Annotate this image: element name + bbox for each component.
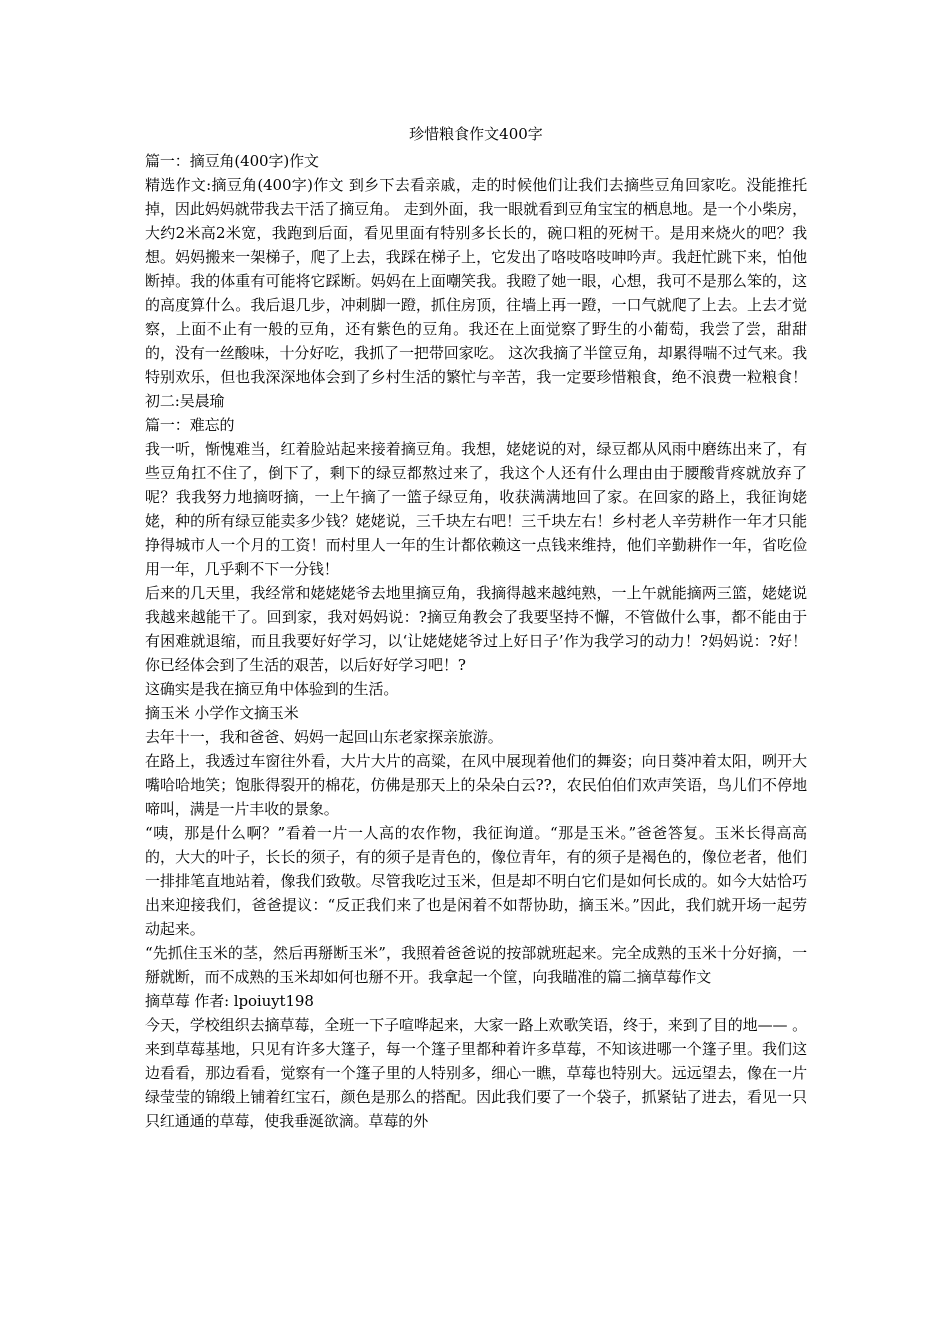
paragraph-body-7: “咦，那是什么啊？”看着一片一人高的农作物，我征询道。“那是玉米。”爸爸答复。玉米长得高高的，大大的叶子，长长的须子，有的须子是青色的，像位青年，有的须子是褐色的，像位老者，他们一排排笔直地站着，像我们致敬。尽管我吃过玉米，但是却不明白它们是如何长成的。如今大姑恰巧出来迎接我们，爸爸提议：“反正我们来了也是闲着不如帮协助，摘玉米。”因此，我们就开场一起劳动起来。 — [145, 824, 807, 938]
paragraph-body-6: 在路上，我透过车窗往外看，大片大片的高粱，在风中展现着他们的舞姿；向日葵冲着太阳，咧开大嘴哈哈地笑；饱胀得裂开的棉花，仿佛是那天上的朵朵白云??，农民伯伯们欢声笑语，鸟儿们不停地啼叫，满是一片丰收的景象。 — [145, 752, 807, 818]
paragraph-body-3: 后来的几天里，我经常和姥姥姥爷去地里摘豆角，我摘得越来越纯熟，一上午就能摘两三篮，姥姥说我越来越能干了。回到家，我对妈妈说：?摘豆角教会了我要坚持不懈，不管做什么事，都不能由于有困难就退缩，而且我要好好学习，以‘让姥姥姥爷过上好日子’作为我学习的动力！?妈妈说：?好！你已经体会到了生活的艰苦，以后好好学习吧！? — [145, 584, 807, 674]
paragraph-heading-4: 摘草莓 作者: lpoiuyt198 — [145, 992, 314, 1010]
document-title: 珍惜粮食作文400字 — [409, 125, 543, 143]
paragraph-body-2: 我一听，惭愧难当，红着脸站起来接着摘豆角。我想，姥姥说的对，绿豆都从风雨中磨练出来了，有些豆角扛不住了，倒下了，剩下的绿豆都熬过来了，我这个人还有什么理由由于腰酸背疼就放弃了呢？我我努力地摘呀摘，一上午摘了一篮子绿豆角，收获满满地回了家。在回家的路上，我征询姥姥，种的所有绿豆能卖多少钱？姥姥说，三千块左右吧！三千块左右！乡村老人辛劳耕作一年才只能挣得城市人一个月的工资！而村里人一年的生计都依赖这一点钱来维持，他们辛勤耕作一年，省吃俭用一年，几乎剩不下一分钱！ — [145, 440, 807, 578]
paragraph-body-8: “先抓住玉米的茎，然后再掰断玉米”，我照着爸爸说的按部就班起来。完全成熟的玉米十分好摘，一掰就断，而不成熟的玉米却如何也掰不开。我拿起一个筐，向我瞄准的篇二摘草莓作文 — [145, 944, 807, 986]
paragraph-body-9: 今天，学校组织去摘草莓，全班一下子喧哗起来，大家一路上欢歌笑语，终于，来到了目的地—— 。来到草莓基地，只见有许多大篷子，每一个篷子里都种着许多草莓，不知该进哪一个篷子里。我们这边看看，那边看看，觉察有一个篷子里的人特别多，细心一瞧，草莓也特别大。远远望去，像在一片绿莹莹的锦缎上铺着红宝石，颜色是那么的搭配。因此我们要了一个袋子，抓紧钻了进去，看见一只只红通通的草莓，使我垂涎欲滴。草莓的外 — [145, 1016, 807, 1130]
paragraph-heading-1: 篇一：摘豆角(400字)作文 — [145, 152, 319, 170]
paragraph-body-5: 去年十一，我和爸爸、妈妈一起回山东老家探亲旅游。 — [145, 728, 503, 746]
paragraph-heading-2: 篇一：难忘的 — [145, 416, 235, 434]
paragraph-heading-3: 摘玉米 小学作文摘玉米 — [145, 704, 299, 722]
paragraph-body-1: 精选作文:摘豆角(400字)作文 到乡下去看亲戚，走的时候他们让我们去摘些豆角回家吃。没能推托掉，因此妈妈就带我去干活了摘豆角。 走到外面，我一眼就看到豆角宝宝的栖息地。是一个小柴房，大约2米高2米宽，我跑到后面，看见里面有特别多长长的，碗口粗的死树干。是用来烧火的吧？我想。妈妈搬来一架梯子，爬了上去，我踩在梯子上，它发出了咯吱咯吱呻吟声。我赶忙跳下来，怕他断掉。我的体重有可能将它踩断。妈妈在上面嘲笑我。我瞪了她一眼，心想，我可不是那么笨的，这的高度算什么。我后退几步，冲刺脚一蹬，抓住房顶，往墙上再一蹬，一口气就爬了上去。上去才觉察，上面不止有一般的豆角，还有紫色的豆角。我还在上面觉察了野生的小葡萄，我尝了尝，甜甜的，没有一丝酸味，十分好吃，我抓了一把带回家吃。 这次我摘了半筐豆角，却累得喘不过气来。我特别欢乐，但也我深深地体会到了乡村生活的繁忙与辛苦，我一定要珍惜粮食，绝不浪费一粒粮食！初二:吴晨瑜 — [145, 176, 807, 410]
paragraph-body-4: 这确实是我在摘豆角中体验到的生活。 — [145, 680, 399, 698]
document-page — [145, 124, 807, 1133]
